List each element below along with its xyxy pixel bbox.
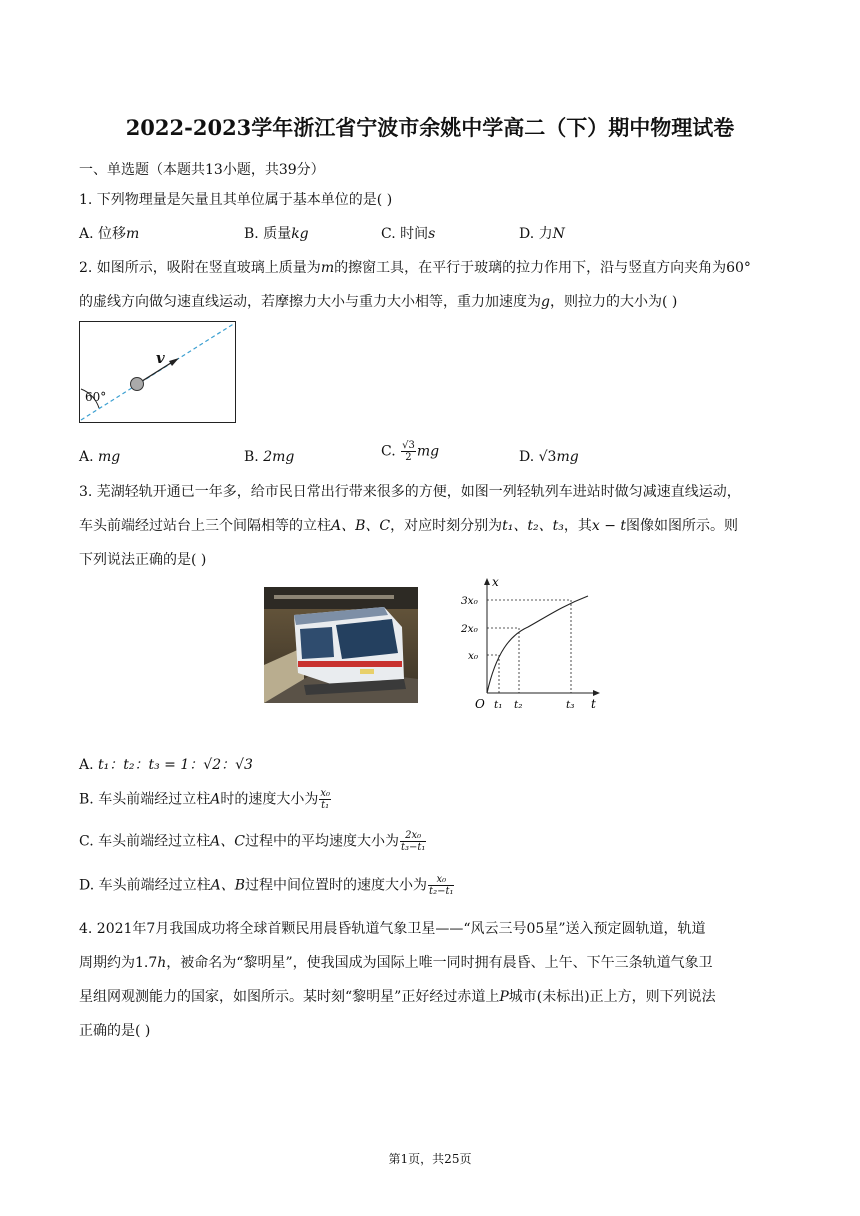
q1-option-a bbox=[79, 223, 139, 245]
q3-text: 时的速度大小为 bbox=[220, 791, 319, 808]
q3-var: A、C bbox=[210, 833, 245, 850]
q2-text: 的擦窗工具，在平行于玻璃的拉力作用下，沿与竖直方向夹角为60° bbox=[334, 260, 751, 276]
q3-option-c-fraction bbox=[400, 830, 426, 853]
x-axis-label: t bbox=[591, 697, 596, 711]
y-tick-label: x₀ bbox=[468, 650, 479, 662]
q2-text: ，则拉力的大小为( ) bbox=[549, 294, 678, 310]
q2-option-d-sqrt: √3 bbox=[538, 449, 557, 465]
q4-var-p: P bbox=[499, 989, 509, 1005]
q3-option-a bbox=[79, 754, 253, 776]
q2-option-c-fraction bbox=[401, 440, 416, 463]
q4-stem-line-2 bbox=[79, 952, 713, 974]
q2-option-c-label: C. bbox=[381, 443, 401, 460]
q1-stem: 1. 下列物理量是矢量且其单位属于基本单位的是( ) bbox=[79, 192, 393, 208]
q1-option-d-label: D. 力 bbox=[519, 226, 553, 242]
page-footer: 第1页，共25页 bbox=[388, 1152, 472, 1166]
q2-figure-glass-pane bbox=[79, 321, 237, 423]
q3-text: 车头前端经过站台上三个间隔相等的立柱 bbox=[79, 518, 331, 534]
q3-option-a-label: A. bbox=[79, 757, 99, 773]
q3-option-b-fraction bbox=[319, 788, 331, 811]
q1-option-b bbox=[244, 223, 309, 245]
fraction-numerator: x₀ bbox=[428, 874, 454, 886]
q3-option-a-math: t₁：t₂：t₃ = 1：√2：√3 bbox=[98, 757, 253, 773]
y-tick-label: 3x₀ bbox=[461, 595, 478, 607]
q1-option-d bbox=[519, 223, 565, 245]
q3-pillars: A、B、C bbox=[331, 518, 391, 534]
q1-option-a-label: A. 位移 bbox=[79, 226, 127, 242]
origin-label: O bbox=[475, 697, 485, 711]
q3-text: C. 车头前端经过立柱 bbox=[79, 833, 211, 850]
q4-text: 星组网观测能力的国家，如图所示。某时刻“黎明星”正好经过赤道上 bbox=[79, 989, 500, 1005]
fraction-numerator: 2x₀ bbox=[400, 830, 426, 842]
q3-stem-line-3: 下列说法正确的是( ) bbox=[79, 552, 207, 568]
q3-option-b bbox=[79, 788, 332, 811]
q4-text: ，被命名为“黎明星”，使我国成为国际上唯一同时拥有晨昏、上午、下午三条轨道气象卫 bbox=[166, 955, 713, 971]
q2-option-c-math: mg bbox=[416, 443, 440, 460]
q3-stem-line-2 bbox=[79, 515, 738, 537]
q1-option-a-var: m bbox=[126, 226, 140, 242]
fraction-denominator: t₂−t₁ bbox=[429, 886, 454, 897]
q2-text: 的虚线方向做匀速直线运动，若摩擦力大小与重力大小相等，重力加速度为 bbox=[79, 294, 541, 310]
q1-option-c bbox=[381, 223, 435, 245]
q3-text: 图像如图所示。则 bbox=[626, 518, 738, 534]
q3-text: D. 车头前端经过立柱 bbox=[79, 877, 211, 894]
x-tick-label: t₃ bbox=[566, 699, 575, 711]
q2-option-a-label: A. bbox=[79, 449, 99, 465]
q2-option-c bbox=[381, 440, 439, 463]
q3-xt: x − t bbox=[591, 518, 626, 534]
q3-option-d bbox=[79, 874, 455, 897]
q2-stem-line-1 bbox=[79, 257, 751, 279]
q2-option-b-math: 2mg bbox=[263, 449, 295, 465]
q2-option-d-math: mg bbox=[556, 449, 579, 465]
q3-text: 过程中的平均速度大小为 bbox=[244, 833, 399, 850]
q4-stem-line-4: 正确的是( ) bbox=[79, 1023, 151, 1039]
q2-option-b bbox=[244, 446, 294, 468]
fraction-numerator: x₀ bbox=[320, 788, 330, 799]
q3-text: 过程中间位置时的速度大小为 bbox=[245, 877, 428, 894]
q4-stem-line-3 bbox=[79, 986, 716, 1008]
y-axis-label: x bbox=[492, 575, 499, 589]
q4-text: 周期约为1.7 bbox=[79, 955, 158, 971]
q3-text: B. 车头前端经过立柱 bbox=[79, 791, 211, 808]
q2-option-b-label: B. bbox=[244, 449, 264, 465]
x-t-graph bbox=[458, 573, 608, 713]
q4-text: 城市(未标出)正上方，则下列说法 bbox=[508, 989, 716, 1005]
q4-stem-line-1: 4. 2021年7月我国成功将全球首颗民用晨昏轨道气象卫星——“风云三号05星”送入预定圆轨道，轨道 bbox=[79, 921, 706, 937]
fraction-denominator: t₃−t₁ bbox=[400, 842, 426, 853]
fraction-numerator: √3 bbox=[402, 440, 415, 451]
q2-option-d-label: D. bbox=[519, 449, 539, 465]
q4-var-h: h bbox=[157, 955, 167, 971]
q3-var: A bbox=[210, 791, 221, 808]
fraction-denominator: 2 bbox=[405, 452, 412, 463]
fraction-denominator: t₁ bbox=[321, 800, 330, 811]
q2-text: 2. 如图所示，吸附在竖直玻璃上质量为 bbox=[79, 260, 321, 276]
q3-option-d-fraction bbox=[428, 874, 454, 897]
x-tick-label: t₁ bbox=[494, 699, 503, 711]
velocity-label: v bbox=[156, 349, 165, 367]
section-heading: 一、单选题（本题共13小题，共39分） bbox=[79, 162, 325, 178]
q3-var: A、B bbox=[210, 877, 246, 894]
q3-option-c bbox=[79, 830, 427, 853]
angle-label: 60° bbox=[85, 390, 107, 404]
q3-times: t₁、t₂、t₃ bbox=[502, 518, 564, 534]
q2-var-g: g bbox=[541, 294, 550, 310]
q2-option-a bbox=[79, 446, 120, 468]
train-photo bbox=[264, 587, 418, 703]
q1-option-b-var: kg bbox=[291, 226, 309, 242]
q3-text: ，其 bbox=[563, 518, 592, 534]
y-tick-label: 2x₀ bbox=[461, 623, 478, 635]
q2-option-a-math: mg bbox=[98, 449, 121, 465]
q2-stem-line-2 bbox=[79, 291, 677, 313]
page-title: 2022-2023学年浙江省宁波市余姚中学高二（下）期中物理试卷 bbox=[125, 115, 735, 140]
q1-option-c-var: s bbox=[428, 226, 436, 242]
q3-text: ，对应时刻分别为 bbox=[390, 518, 503, 534]
q2-option-d bbox=[519, 446, 579, 468]
x-tick-label: t₂ bbox=[514, 699, 523, 711]
q2-var-m: m bbox=[320, 260, 335, 276]
q1-option-d-var: N bbox=[552, 226, 565, 242]
q1-option-c-label: C. 时间 bbox=[381, 226, 429, 242]
q1-option-b-label: B. 质量 bbox=[244, 226, 292, 242]
q3-stem-line-1: 3. 芜湖轻轨开通已一年多，给市民日常出行带来很多的方便，如图一列轻轨列车进站时做匀减速直线运动， bbox=[79, 484, 741, 500]
